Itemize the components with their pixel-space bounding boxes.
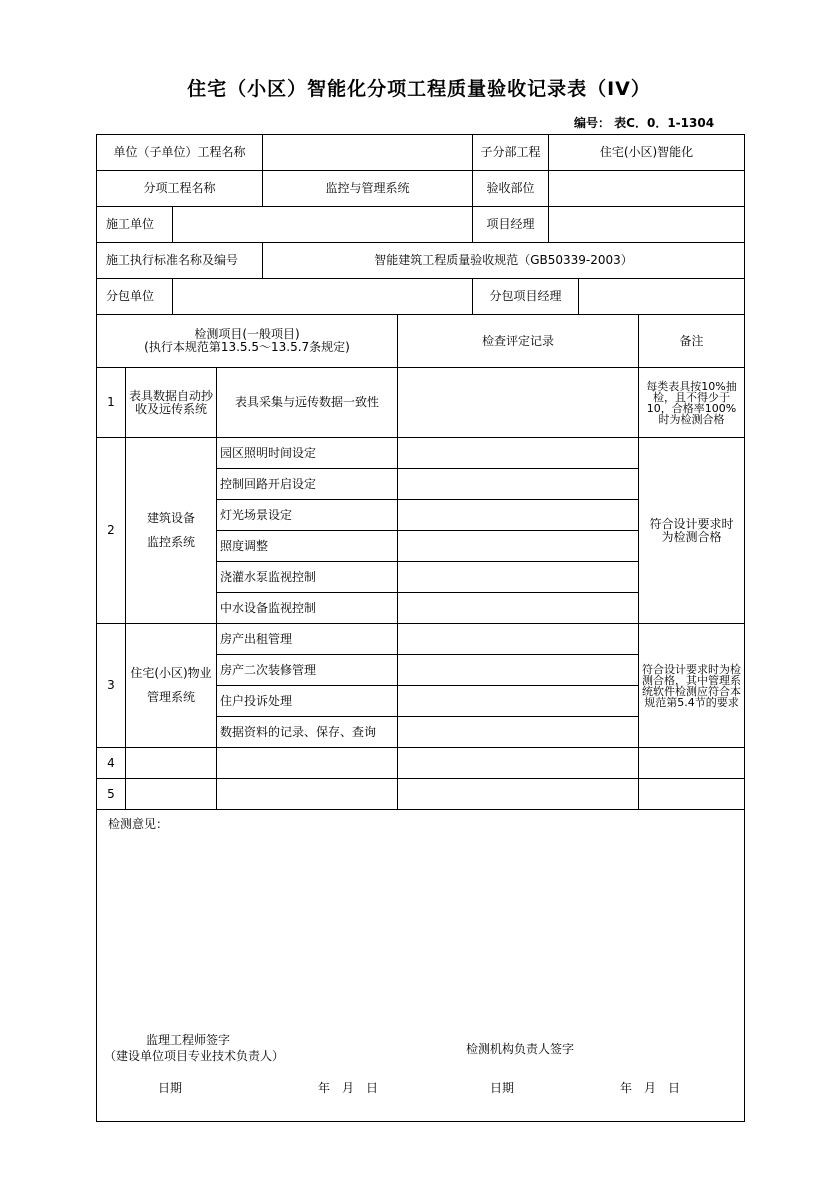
- row-number: 3: [107, 678, 115, 692]
- remark-header: 备注: [679, 333, 704, 348]
- page-title: 住宅（小区）智能化分项工程质量验收记录表（IV）: [187, 78, 651, 100]
- form-code: 编号： 表C．0．1-1304: [574, 116, 715, 130]
- record-field[interactable]: [398, 469, 638, 499]
- builder-label: 施工单位: [106, 217, 155, 231]
- sub-pm-label: 分包项目经理: [489, 289, 562, 303]
- record-field[interactable]: [398, 368, 638, 437]
- supervisor-sign-label: 监理工程师签字: [145, 1032, 230, 1047]
- date-ymd[interactable]: 年 月 日: [620, 1080, 681, 1095]
- check-item: 表具采集与远传数据一致性: [234, 395, 379, 409]
- subsection-label: 子分部工程: [480, 145, 541, 159]
- supervisor-sign-sublabel: （建设单位项目专业技术负责人）: [104, 1048, 285, 1063]
- system-name-line2: 监控系统: [146, 535, 195, 549]
- sub-pm-field[interactable]: [579, 279, 744, 314]
- record-field[interactable]: [398, 500, 638, 530]
- check-item: 数据资料的记录、保存、查询: [220, 724, 377, 739]
- item-name-value[interactable]: 监控与管理系统: [325, 181, 410, 195]
- record-field[interactable]: [398, 438, 638, 468]
- system-name-line1: 住宅(小区)物业: [130, 666, 212, 680]
- subsection-value[interactable]: 住宅(小区)智能化: [599, 145, 694, 159]
- check-item: 园区照明时间设定: [220, 445, 317, 460]
- project-manager-field[interactable]: [549, 207, 744, 242]
- check-item: 灯光场景设定: [220, 507, 293, 522]
- system-name: [126, 438, 216, 623]
- record-field[interactable]: [398, 686, 638, 716]
- remark-text: 符合设计要求时为检测合格: [649, 516, 734, 544]
- row-number: 4: [107, 755, 115, 770]
- items-header-line1: 检测项目(一般项目): [194, 327, 300, 341]
- remark-text: 符合设计要求时为检测合格，其中管理系统软件检测应符合本规范第5.4节的要求: [642, 662, 741, 709]
- remark-text: 每类表具按10%抽检，且不得少于10，合格率100%时为检测合格: [646, 379, 737, 426]
- item-name-label: 分项工程名称: [143, 181, 216, 195]
- opinion-field[interactable]: [100, 836, 740, 1026]
- unit-name-label: 单位（子单位）工程名称: [113, 145, 246, 159]
- row-number: 5: [107, 786, 115, 801]
- row-number: 2: [107, 523, 115, 537]
- record-field[interactable]: [398, 717, 638, 747]
- record-field[interactable]: [398, 531, 638, 561]
- standard-value[interactable]: 智能建筑工程质量验收规范（GB50339-2003）: [374, 253, 633, 267]
- row-number: 1: [107, 395, 115, 409]
- record-field[interactable]: [398, 624, 638, 654]
- check-item: 房产二次装修管理: [220, 662, 317, 677]
- record-field[interactable]: [398, 593, 638, 623]
- check-item: 住户投诉处理: [220, 693, 293, 708]
- check-item: 中水设备监视控制: [220, 600, 317, 615]
- record-field[interactable]: [398, 562, 638, 592]
- unit-name-field[interactable]: [263, 135, 472, 170]
- check-item: 房产出租管理: [220, 631, 293, 646]
- system-name-line1: 建筑设备: [146, 511, 195, 525]
- system-name: 表具数据自动抄收及远传系统: [128, 388, 213, 416]
- subcontractor-label: 分包单位: [106, 289, 155, 303]
- builder-field[interactable]: [173, 207, 472, 242]
- items-header-line2: (执行本规范第13.5.5～13.5.7条规定): [144, 340, 350, 354]
- check-item: 控制回路开启设定: [220, 476, 317, 491]
- record-field[interactable]: [398, 748, 638, 778]
- date-ymd[interactable]: 年 月 日: [318, 1080, 379, 1095]
- agency-sign-label: 检测机构负责人签字: [466, 1041, 575, 1056]
- project-manager-label: 项目经理: [486, 217, 535, 231]
- record-header: 检查评定记录: [481, 333, 554, 348]
- record-field[interactable]: [398, 655, 638, 685]
- date-label: 日期: [158, 1080, 183, 1095]
- check-item: 照度调整: [220, 538, 269, 553]
- items-header: [97, 315, 397, 367]
- acceptance-part-field[interactable]: [549, 171, 744, 206]
- subcontractor-field[interactable]: [173, 279, 472, 314]
- standard-label: 施工执行标准名称及编号: [106, 253, 239, 267]
- check-item: 浇灌水泵监视控制: [220, 569, 317, 584]
- system-name-line2: 管理系统: [146, 690, 195, 704]
- system-name: [126, 624, 216, 747]
- record-field[interactable]: [398, 779, 638, 809]
- acceptance-part-label: 验收部位: [486, 181, 535, 195]
- date-label: 日期: [490, 1080, 515, 1095]
- opinion-label: 检测意见：: [108, 816, 169, 831]
